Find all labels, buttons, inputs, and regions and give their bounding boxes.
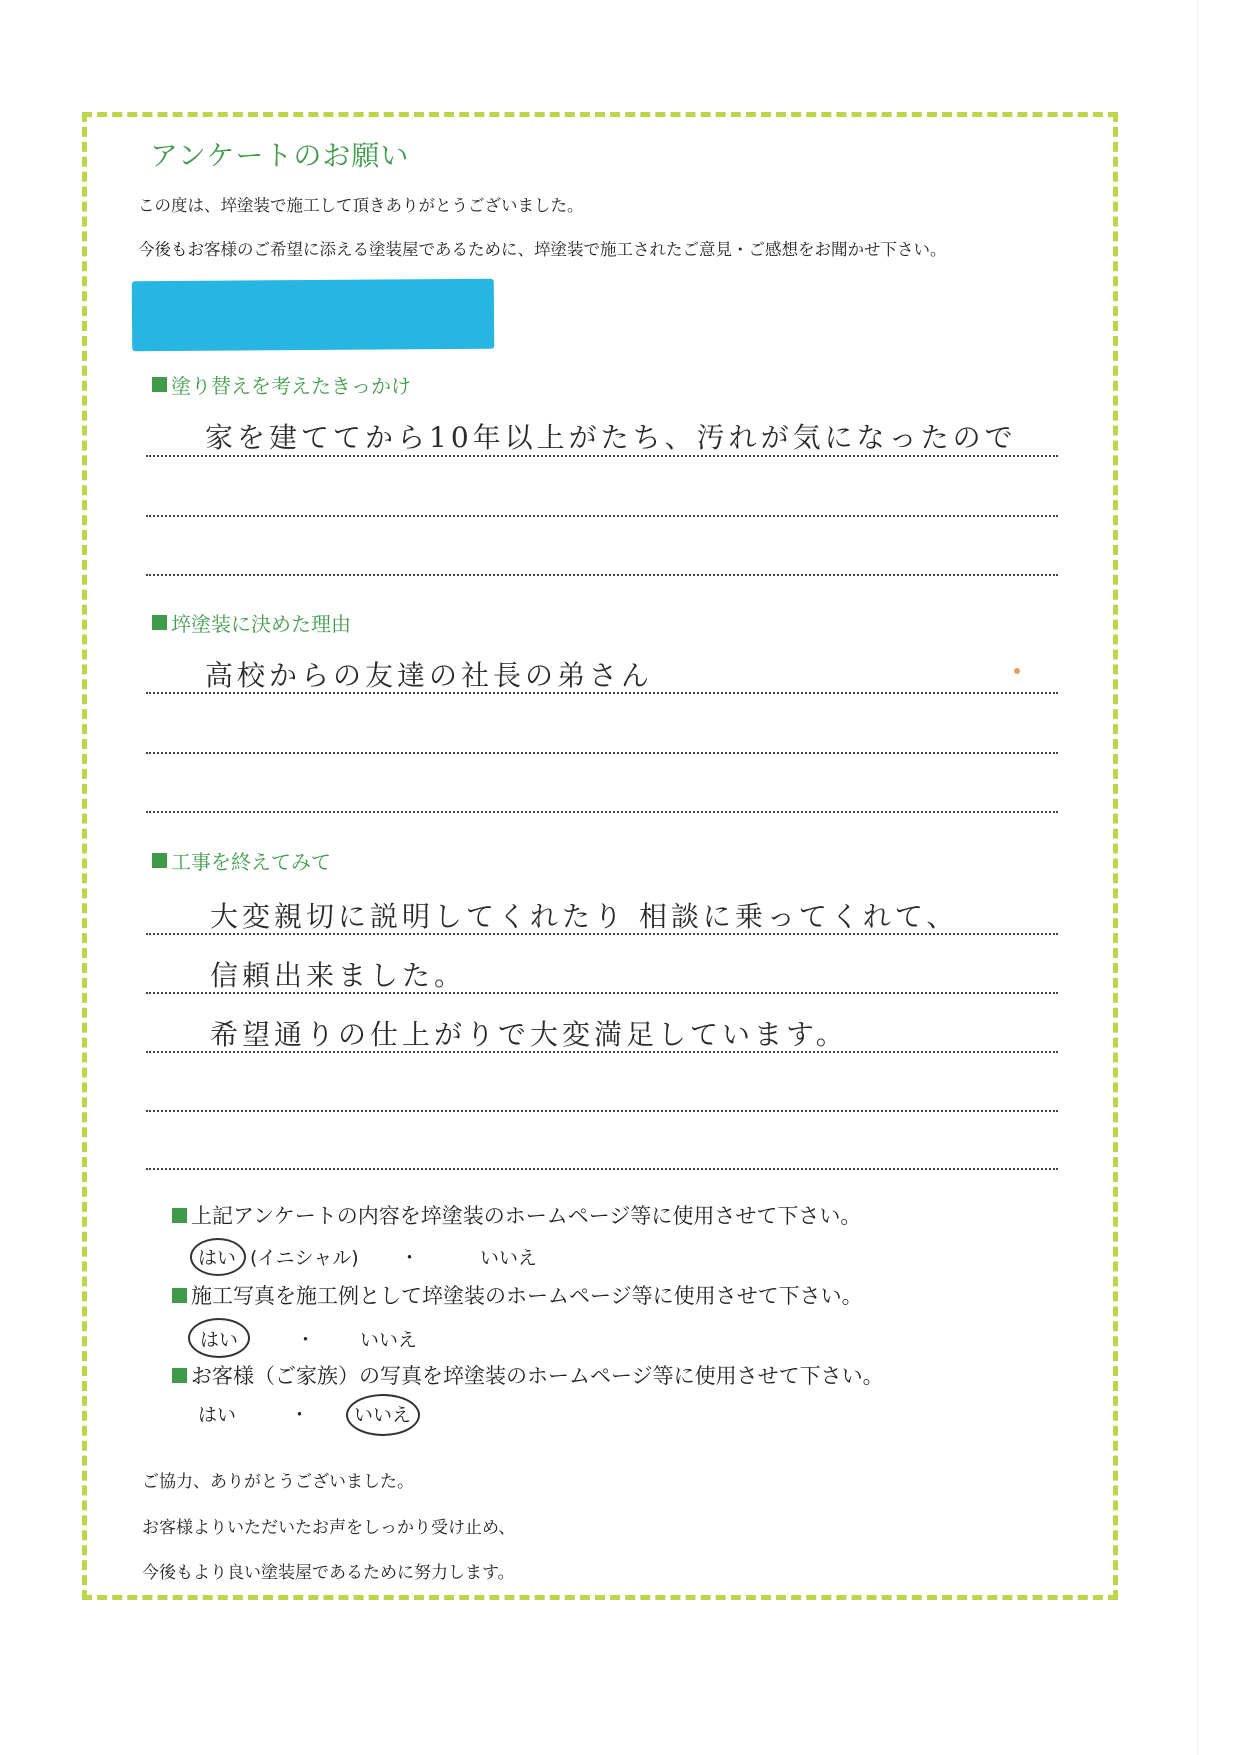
survey-title: アンケートのお願い — [150, 139, 410, 172]
dotted-rule — [146, 992, 1058, 994]
permission-question-text: お客様（ご家族）の写真を埣塗装のホームページ等に使用させて下さい。 — [191, 1364, 884, 1388]
selection-circle — [346, 1394, 420, 1436]
redacted-name-block — [132, 279, 494, 352]
permission-2-separator: ・ — [296, 1329, 316, 1351]
dotted-rule — [146, 1110, 1058, 1112]
dotted-rule — [146, 574, 1058, 576]
section-heading-text: 塗り替えを考えたきっかけ — [171, 374, 411, 398]
intro-line-1: この度は、埣塗装で施工して頂きありがとうございました。 — [138, 196, 584, 215]
intro-line-2: 今後もお客様のご希望に添える塗装屋であるために、埣塗装で施工されたご意見・ご感想をお聞かせ下さい。 — [138, 240, 947, 259]
permission-question-1 — [172, 1200, 861, 1230]
footer-line-1: ご協力、ありがとうございました。 — [142, 1472, 414, 1492]
permission-question-text: 上記アンケートの内容を埣塗装のホームページ等に使用させて下さい。 — [191, 1204, 862, 1228]
answer-line: 大変親切に説明してくれたり 相談に乗ってくれて、 — [210, 900, 959, 933]
section-heading-text: 埣塗装に決めた理由 — [171, 612, 351, 636]
square-bullet-icon — [172, 1368, 187, 1383]
permission-question-3 — [172, 1360, 884, 1390]
section-heading-reason — [152, 370, 411, 399]
footer-line-3: 今後もより良い塗装屋であるために努力します。 — [142, 1563, 515, 1583]
dotted-rule — [146, 515, 1058, 517]
dotted-rule — [146, 752, 1058, 754]
scan-edge-line — [1197, 0, 1198, 1755]
permission-3-yes[interactable]: はい — [198, 1404, 237, 1426]
square-bullet-icon — [152, 853, 167, 868]
permission-3-no[interactable]: いいえ — [354, 1404, 412, 1426]
permission-1-separator: ・ — [400, 1247, 420, 1269]
dotted-rule — [146, 455, 1058, 457]
permission-1-no[interactable]: いいえ — [480, 1247, 538, 1269]
answer-line: 家を建ててから10年以上がたち、汚れが気になったので — [205, 421, 1017, 454]
permission-question-2 — [172, 1280, 863, 1310]
answer-line: 高校からの友達の社長の弟さん — [205, 659, 654, 692]
dotted-rule — [146, 1168, 1058, 1170]
dotted-rule — [146, 1051, 1058, 1053]
permission-1-yes-note: (イニシャル) — [250, 1247, 359, 1269]
square-bullet-icon — [172, 1288, 187, 1303]
permission-2-no[interactable]: いいえ — [360, 1329, 418, 1351]
dotted-rule — [146, 933, 1058, 935]
scan-speck — [1014, 668, 1020, 674]
square-bullet-icon — [152, 377, 167, 392]
selection-circle — [188, 1318, 250, 1358]
square-bullet-icon — [172, 1208, 187, 1223]
answer-line: 信頼出来ました。 — [210, 959, 467, 992]
selection-circle — [190, 1238, 246, 1276]
square-bullet-icon — [152, 615, 167, 630]
permission-3-separator: ・ — [290, 1404, 310, 1426]
section-heading-text: 工事を終えてみて — [171, 850, 331, 874]
permission-2-yes[interactable]: はい — [200, 1329, 239, 1351]
dotted-rule — [146, 692, 1058, 694]
footer-line-2: お客様よりいただいたお声をしっかり受け止め、 — [142, 1518, 516, 1538]
section-heading-impression — [152, 846, 331, 875]
dotted-rule — [146, 811, 1058, 813]
permission-question-text: 施工写真を施工例として埣塗装のホームページ等に使用させて下さい。 — [191, 1284, 863, 1308]
answer-line: 希望通りの仕上がりで大変満足しています。 — [210, 1018, 848, 1051]
section-heading-choice — [152, 608, 351, 637]
permission-1-yes[interactable]: はい — [198, 1247, 237, 1269]
